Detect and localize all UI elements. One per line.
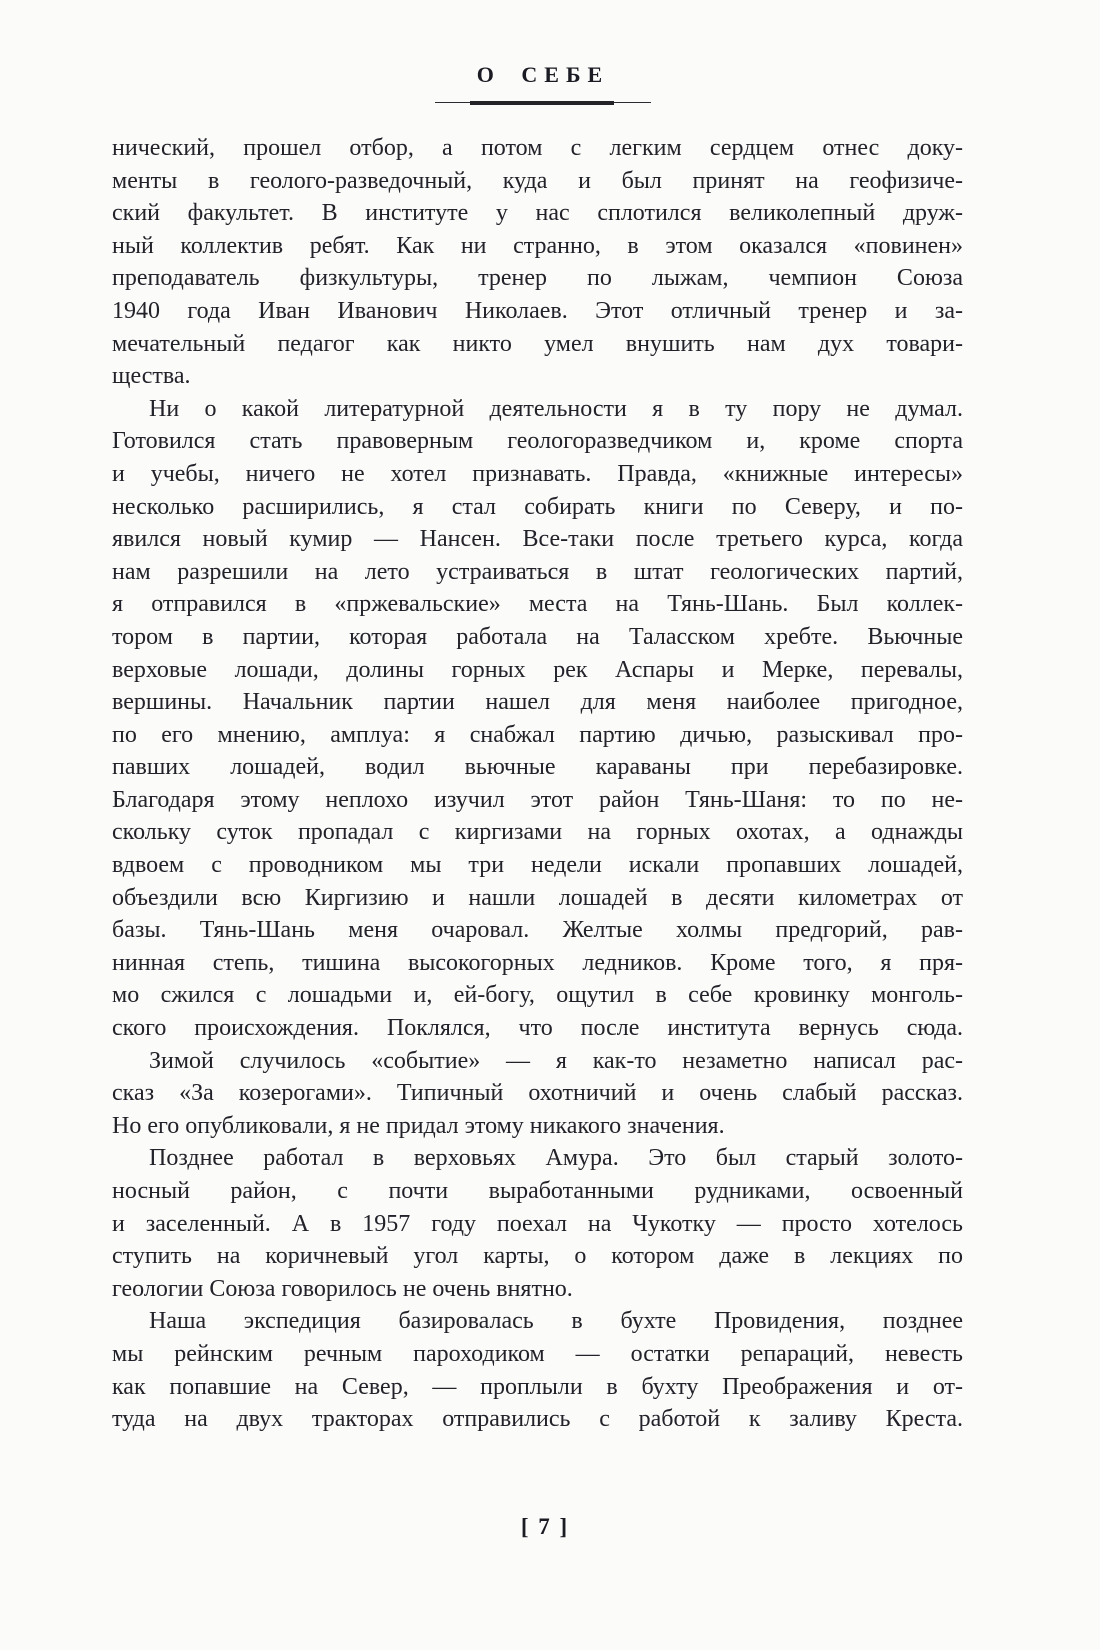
text-line: Готовился стать правоверным геологоразведчиком и, кроме спорта bbox=[112, 428, 963, 455]
text-line: и учебы, ничего не хотел признавать. Правда, «книжные интересы» bbox=[112, 460, 963, 487]
chapter-title: О СЕБЕ bbox=[476, 62, 610, 87]
text-line: сказ «За козерогами». Типичный охотничий и очень слабый рассказ. bbox=[112, 1080, 963, 1107]
text-line: носный район, с почти выработанными рудниками, освоенный bbox=[112, 1178, 963, 1204]
text-line: ский факультет. В институте у нас сплотился великолепный друж- bbox=[112, 200, 963, 227]
text-line: нический, прошел отбор, а потом с легким сердцем отнес доку- bbox=[112, 135, 963, 161]
text-line: 1940 года Иван Иванович Николаев. Этот отличный тренер и за- bbox=[112, 297, 963, 324]
text-line: по его мнению, амплуа: я снабжал партию дичью, разыскивал про- bbox=[112, 721, 963, 748]
text-line: нинная степь, тишина высокогорных ледников. Кроме того, я пря- bbox=[112, 949, 963, 976]
text-line: Наша экспедиция базировалась в бухте Провидения, позднее bbox=[149, 1308, 963, 1335]
text-line: базы. Тянь-Шань меня очаровал. Желтые холмы предгорий, рав- bbox=[112, 917, 963, 944]
text-line: явился новый кумир — Нансен. Все-таки после третьего курса, когда bbox=[112, 526, 963, 553]
divider-rule bbox=[435, 100, 651, 106]
text-line: вершины. Начальник партии нашел для меня наиболее пригодное, bbox=[112, 689, 963, 716]
text-line: как попавшие на Север, — проплыли в бухту Преображения и от- bbox=[112, 1373, 963, 1400]
text-line: Позднее работал в верховьях Амура. Это был старый золото- bbox=[149, 1145, 963, 1172]
body-text bbox=[112, 132, 963, 1436]
text-line: менты в геолого-разведочный, куда и был принят на геофизиче- bbox=[112, 167, 963, 194]
text-line: Но его опубликовали, я не придал этому никакого значения. bbox=[112, 1112, 725, 1139]
text-line: несколько расширились, я стал собирать книги по Северу, и по- bbox=[112, 493, 963, 520]
text-line: ступить на коричневый угол карты, о котором даже в лекциях по bbox=[112, 1243, 963, 1270]
text-line: объездили всю Киргизию и нашли лошадей в десяти километрах от bbox=[112, 884, 963, 911]
text-line: нам разрешили на лето устраиваться в штат геологических партий, bbox=[112, 558, 963, 585]
text-line: и заселенный. А в 1957 году поехал на Чукотку — просто хотелось bbox=[112, 1210, 963, 1237]
text-line: ского происхождения. Поклялся, что после института вернусь сюда. bbox=[112, 1015, 963, 1042]
text-line: верховые лошади, долины горных рек Аспары и Мерке, перевалы, bbox=[112, 656, 963, 683]
text-line: мы рейнским речным пароходиком — остатки репараций, невесть bbox=[112, 1340, 963, 1367]
text-line: вдвоем с проводником мы три недели искали пропавших лошадей, bbox=[112, 852, 963, 879]
divider-thick-line bbox=[470, 101, 614, 106]
text-line: мо сжился с лошадьми и, ей-богу, ощутил в себе кровинку монголь- bbox=[112, 982, 963, 1009]
text-line: тором в партии, которая работала на Таласском хребте. Вьючные bbox=[112, 623, 963, 650]
header-divider bbox=[0, 100, 1086, 106]
text-line: ный коллектив ребят. Как ни странно, в этом оказался «повинен» bbox=[112, 232, 963, 259]
page-number: [ 7 ] bbox=[520, 1514, 570, 1539]
text-line: я отправился в «пржевальские» места на Тянь-Шань. Был коллек- bbox=[112, 591, 963, 618]
text-line: щества. bbox=[112, 363, 191, 390]
text-line: преподаватель физкультуры, тренер по лыжам, чемпион Союза bbox=[112, 265, 963, 292]
text-line: Ни о какой литературной деятельности я в ту пору не думал. bbox=[149, 395, 963, 422]
text-line: Благодаря этому неплохо изучил этот район Тянь-Шаня: то по не- bbox=[112, 786, 963, 813]
text-line: скольку суток пропадал с киргизами на горных охотах, а однажды bbox=[112, 819, 963, 846]
text-line: Зимой случилось «событие» — я как-то незаметно написал рас- bbox=[149, 1047, 963, 1074]
text-line: туда на двух тракторах отправились с работой к заливу Креста. bbox=[112, 1406, 963, 1433]
text-line: павших лошадей, водил вьючные караваны при перебазировке. bbox=[112, 754, 963, 781]
text-line: геологии Союза говорилось не очень внятно. bbox=[112, 1275, 573, 1302]
text-line: мечательный педагог как никто умел внушить нам дух товари- bbox=[112, 330, 963, 357]
